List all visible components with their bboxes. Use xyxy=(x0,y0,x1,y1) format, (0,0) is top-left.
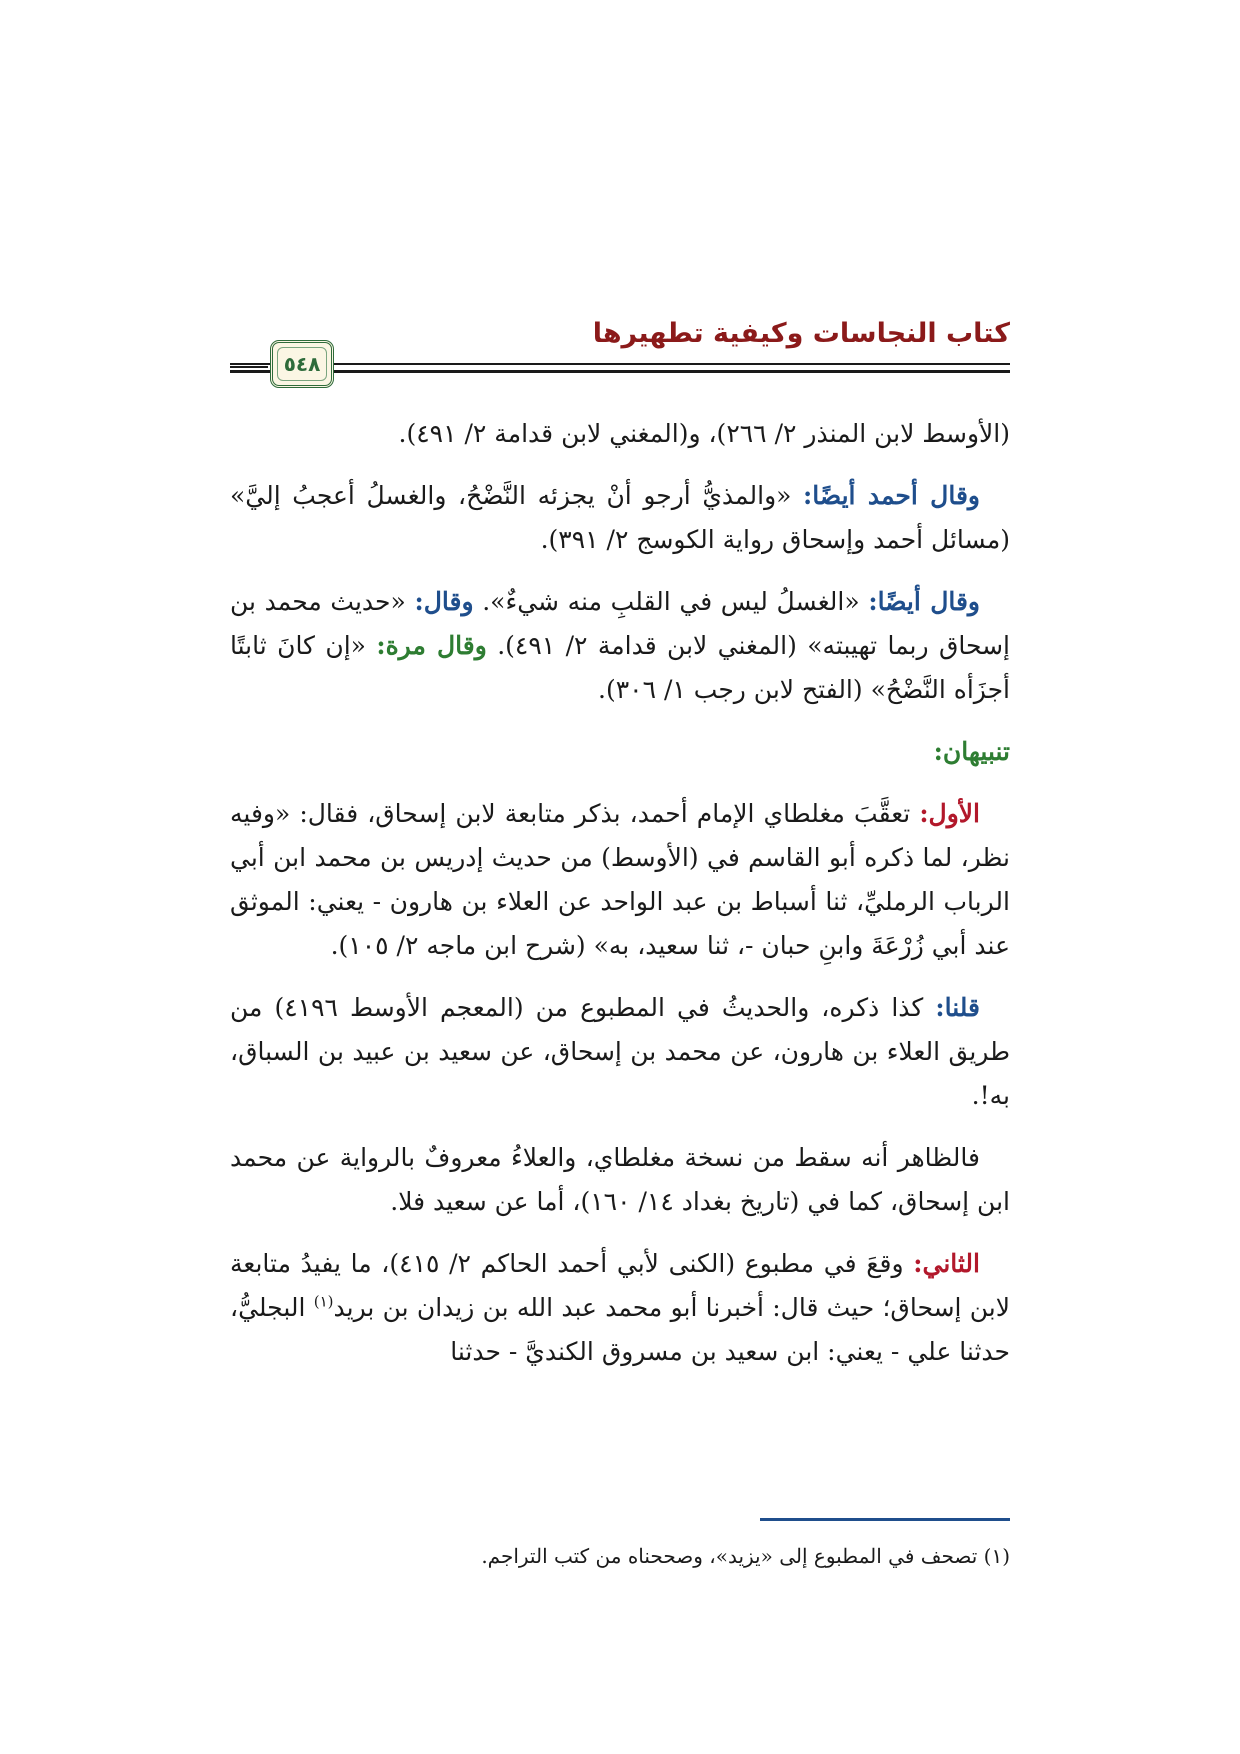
paragraph-ahmad-quote xyxy=(230,474,1010,562)
page-header xyxy=(230,318,1010,390)
label-we-said: قلنا: xyxy=(935,993,980,1022)
apparent-text: فالظاهر أنه سقط من نسخة مغلطاي، والعلاءُ معروفٌ بالرواية عن محمد ابن إسحاق، كما في (تاريخ بغداد ١٤/ ١٦٠)، أما عن سعيد فلا. xyxy=(230,1143,1010,1216)
page-number-badge xyxy=(270,340,334,388)
saying-3-text: «إن كانَ ثابتًا أجزَأه النَّضْحُ» (الفتح لابن رجب ١/ ٣٠٦). xyxy=(230,631,1010,704)
paragraph-citation xyxy=(230,412,1010,456)
page-number: ٥٤٨ xyxy=(283,352,321,376)
label-ahmad-also: وقال أحمد أيضًا: xyxy=(803,481,980,510)
paragraph-first-note xyxy=(230,792,1010,968)
second-note-text-a: وقعَ في مطبوع (الكنى لأبي أحمد الحاكم ٢/ ٤١٥)، ما يفيدُ متابعة لابن إسحاق؛ حيث قال: أخبرنا أبو محمد عبد الله بن زيدان بن بريد xyxy=(230,1249,1010,1322)
label-second: الثاني: xyxy=(913,1249,980,1278)
first-note-text: تعقَّبَ مغلطاي الإمام أحمد، بذكر متابعة لابن إسحاق، فقال: «وفيه نظر، لما ذكره أبو القاسم في (الأوسط) من حديث إدريس بن محمد ابن أبي الرباب الرمليِّ، ثنا أسباط بن عبد الواحد عن العلاء بن هارون - يعني: الموثق عند أبي زُرْعَةَ وابنِ حبان -، ثنا سعيد، به» (شرح ابن ماجه ٢/ ١٠٥). xyxy=(230,799,1010,960)
second-note-text-b: البجليُّ، حدثنا علي - يعني: ابن سعيد بن مسروق الكنديَّ - حدثنا xyxy=(230,1293,1010,1366)
paragraph-apparent xyxy=(230,1136,1010,1224)
paragraph-second-note xyxy=(230,1242,1010,1374)
paragraph-we-said xyxy=(230,986,1010,1118)
saying-2-text: «حديث محمد بن إسحاق ربما تهيبته» (المغني لابن قدامة ٢/ ٤٩١). xyxy=(230,587,1010,660)
saying-1-text: «الغسلُ ليس في القلبِ منه شيءٌ». xyxy=(482,587,860,616)
section-heading: تنبيهان: xyxy=(933,737,1010,766)
header-rule-top xyxy=(230,363,1010,365)
footnote-reference-marker[interactable]: (١) xyxy=(313,1292,334,1311)
footnote-separator xyxy=(760,1518,1010,1521)
label-said-also: وقال أيضًا: xyxy=(868,587,980,616)
paragraph-ahmad-sayings xyxy=(230,580,1010,712)
book-title: كتاب النجاسات وكيفية تطهيرها xyxy=(592,318,1010,349)
page-body xyxy=(230,412,1010,1392)
ahmad-quote-text: «والمذيُّ أرجو أنْ يجزئه النَّضْحُ، والغسلُ أعجبُ إليَّ» (مسائل أحمد وإسحاق رواية الكوسج ٢/ ٣٩١). xyxy=(230,481,1010,554)
footnote: (١) تصحف في المطبوع إلى «يزيد»، وصححناه من كتب التراجم. xyxy=(481,1544,1010,1568)
header-rule-bottom xyxy=(230,370,1010,373)
label-said-once: وقال مرة: xyxy=(376,631,487,660)
we-said-text: كذا ذكره، والحديثُ في المطبوع من (المعجم الأوسط ٤١٩٦) من طريق العلاء بن هارون، عن محمد بن إسحاق، عن سعيد بن عبيد بن السباق، به!. xyxy=(230,993,1010,1110)
header-rule-left-stub xyxy=(230,366,268,368)
label-first: الأول: xyxy=(919,799,980,828)
label-said: وقال: xyxy=(414,587,474,616)
citation-text: (الأوسط لابن المنذر ٢/ ٢٦٦)، و(المغني لابن قدامة ٢/ ٤٩١). xyxy=(398,419,1010,448)
